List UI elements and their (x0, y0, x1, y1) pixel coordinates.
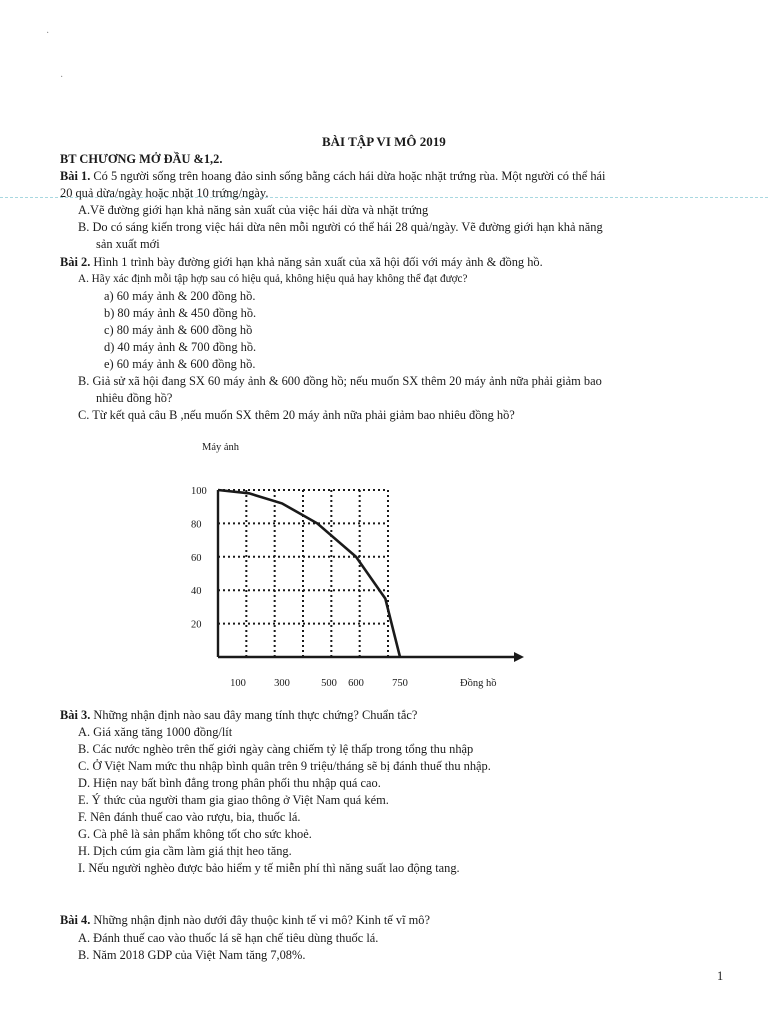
y-tick-label: 100 (191, 486, 207, 497)
bai4-item: A. Đánh thuế cao vào thuốc lá sẽ hạn chế tiêu dùng thuốc lá. (78, 931, 379, 945)
scan-speck: · (60, 72, 64, 83)
y-tick-label: 80 (191, 519, 202, 531)
x-tick-label: 500 (321, 678, 337, 689)
bai3-item: H. Dịch cúm gia cầm làm giá thịt heo tăng. (78, 844, 292, 858)
y-axis-label: Máy ảnh (202, 442, 240, 453)
bai2-question-a: A. Hãy xác định mỗi tập hợp sau có hiệu quả, không hiệu quả hay không thể đạt được? (78, 273, 468, 285)
bai2-option: d) 40 máy ảnh & 700 đồng hồ. (104, 340, 257, 354)
bai2-question-c: C. Từ kết quả câu B ,nếu muốn SX thêm 20 máy ảnh nữa phải giảm bao nhiêu đồng hồ? (78, 408, 515, 422)
bai2-question-b: B. Giả sử xã hội đang SX 60 máy ảnh & 600 đồng hồ; nếu muốn SX thêm 20 máy ảnh nữa phải giảm bao (78, 374, 602, 388)
bai2-option: e) 60 máy ảnh & 600 đồng hồ. (104, 357, 256, 371)
bai3-item: F. Nên đánh thuế cao vào rượu, bia, thuốc lá. (78, 810, 301, 824)
x-tick-label: 750 (392, 678, 408, 689)
scan-speck: · (46, 28, 50, 39)
bai1-label: Bài 1. (60, 169, 91, 183)
x-tick-labels (230, 678, 408, 689)
bai2-option: a) 60 máy ảnh & 200 đồng hồ. (104, 289, 256, 303)
ppf-chart (188, 438, 528, 696)
bai3-item: D. Hiện nay bất bình đẳng trong phân phối thu nhập quá cao. (78, 776, 381, 790)
bai1-item: B. Do có sáng kiến trong việc hái dừa nên mỗi người có thể hái 28 quả/ngày. Vẽ đường giới hạn khả năng (78, 220, 603, 234)
bai3-item: B. Các nước nghèo trên thế giới ngày càng chiếm tỷ lệ thấp trong tổng thu nhập (78, 742, 474, 756)
bai4-label: Bài 4. (60, 913, 91, 927)
x-axis-label: Đồng hồ (460, 678, 497, 689)
ppf-curve (218, 490, 400, 657)
bai1-text-cont: 20 quả dừa/ngày hoặc nhặt 10 trứng/ngày. (60, 186, 269, 200)
bai2-label: Bài 2. (60, 255, 91, 269)
x-tick-label: 600 (348, 678, 364, 689)
x-tick-label: 300 (274, 678, 290, 689)
y-tick-label: 40 (191, 586, 202, 598)
bai3-item: E. Ý thức của người tham gia giao thông ở Việt Nam quá kém. (78, 793, 389, 807)
bai1-paragraph (60, 168, 605, 184)
document-title: BÀI TẬP VI MÔ 2019 (322, 134, 446, 149)
bai3-paragraph (60, 707, 417, 723)
bai3-item: I. Nếu người nghèo được bảo hiểm y tế miễn phí thì năng suất lao động tang. (78, 861, 460, 875)
bai4-text: Những nhận định nào dưới đây thuộc kinh tế vi mô? Kinh tế vĩ mô? (90, 913, 430, 927)
bai1-item: A.Vẽ đường giới hạn khả năng sản xuất của việc hái dừa và nhặt trứng (78, 203, 429, 217)
page-number: 1 (717, 969, 724, 983)
bai2-paragraph (60, 254, 543, 270)
bai3-item: G. Cà phê là sản phẩm không tốt cho sức khoẻ. (78, 827, 312, 841)
y-tick-label: 20 (191, 619, 202, 631)
bai2-text: Hình 1 trình bày đường giới hạn khả năng sản xuất của xã hội đối với máy ảnh & đồng hồ. (90, 255, 543, 269)
y-tick-labels (191, 486, 207, 631)
bai4-item: B. Năm 2018 GDP của Việt Nam tăng 7,08%. (78, 948, 306, 962)
bai3-item: C. Ở Việt Nam mức thu nhập bình quân trên 9 triệu/tháng sẽ bị đánh thuế thu nhập. (78, 759, 491, 773)
x-axis-arrow-icon (514, 652, 524, 662)
bai2-option: c) 80 máy ảnh & 600 đồng hồ (104, 323, 253, 337)
bai1-item: sản xuất mới (96, 237, 160, 251)
y-tick-label: 60 (191, 552, 202, 564)
bai3-item: A. Giá xăng tăng 1000 đồng/lít (78, 725, 233, 739)
section-heading: BT CHƯƠNG MỞ ĐẦU &1,2. (60, 152, 223, 166)
bai2-question-b-cont: nhiêu đồng hồ? (96, 391, 173, 405)
bai3-text: Những nhận định nào sau đây mang tính thực chứng? Chuẩn tắc? (90, 708, 418, 722)
bai4-paragraph (60, 912, 430, 928)
bai1-text: Có 5 người sống trên hoang đảo sinh sống bằng cách hái dừa hoặc nhặt trứng rùa. Một người có thể hái (90, 169, 606, 183)
bai3-label: Bài 3. (60, 708, 91, 722)
x-tick-label: 100 (230, 678, 246, 689)
bai2-option: b) 80 máy ảnh & 450 đồng hồ. (104, 306, 257, 320)
